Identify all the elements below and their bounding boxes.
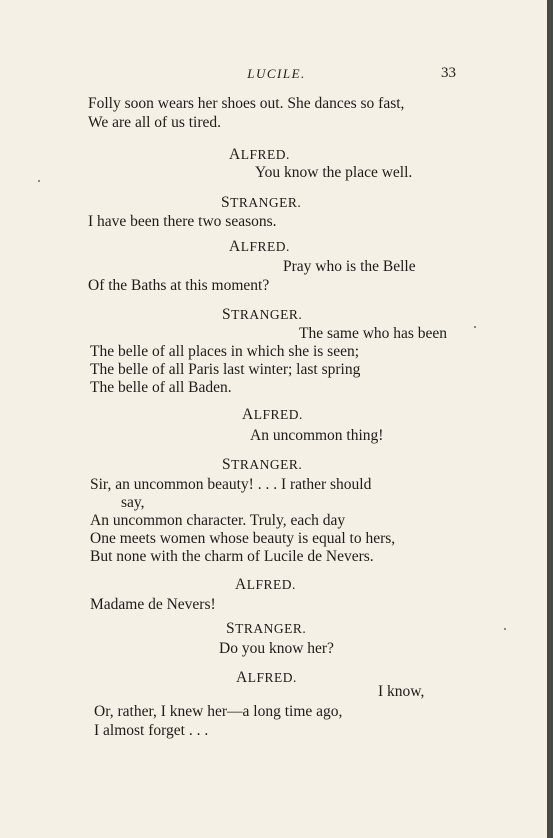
verse-line: say,: [121, 494, 145, 511]
running-header-title: LUCILE.: [247, 66, 306, 81]
verse-line: Do you know her?: [219, 640, 334, 657]
verse-line: The belle of all places in which she is seen;: [90, 343, 360, 360]
speaker-name: STRANGER.: [221, 194, 302, 211]
verse-line: Pray who is the Belle: [283, 258, 416, 275]
verse-line: But none with the charm of Lucile de Nevers.: [90, 548, 374, 565]
paper-speck: [38, 180, 40, 182]
paper-speck: [504, 628, 506, 630]
verse-line: I know,: [378, 683, 425, 700]
speaker-name: ALFRED.: [229, 238, 290, 255]
verse-line: Sir, an uncommon beauty! . . . I rather should: [90, 476, 372, 493]
verse-line: The same who has been: [299, 325, 448, 342]
page-number: 33: [441, 65, 456, 81]
page-edge-shadow: [547, 0, 553, 838]
verse-line: Folly soon wears her shoes out. She dances so fast,: [88, 95, 405, 112]
speaker-name: STRANGER.: [226, 620, 307, 637]
verse-line: Of the Baths at this moment?: [88, 277, 270, 294]
verse-line: The belle of all Paris last winter; last spring: [90, 361, 361, 378]
verse-line: You know the place well.: [255, 164, 413, 181]
speaker-name: STRANGER.: [222, 456, 303, 473]
verse-line: Or, rather, I knew her—a long time ago,: [94, 703, 343, 720]
verse-line: We are all of us tired.: [88, 114, 222, 131]
paper-speck: [474, 326, 476, 328]
verse-line: Madame de Nevers!: [90, 596, 216, 613]
verse-line: An uncommon thing!: [250, 427, 384, 444]
verse-line: I have been there two seasons.: [88, 213, 277, 230]
verse-line: An uncommon character. Truly, each day: [90, 512, 346, 529]
speaker-name: ALFRED.: [236, 669, 297, 686]
speaker-name: ALFRED.: [229, 146, 290, 163]
verse-line: One meets women whose beauty is equal to hers,: [90, 530, 396, 547]
speaker-name: STRANGER.: [222, 306, 303, 323]
verse-line: The belle of all Baden.: [90, 379, 232, 396]
speaker-name: ALFRED.: [242, 406, 303, 423]
speaker-name: ALFRED.: [235, 576, 296, 593]
verse-line: I almost forget . . .: [94, 722, 209, 739]
